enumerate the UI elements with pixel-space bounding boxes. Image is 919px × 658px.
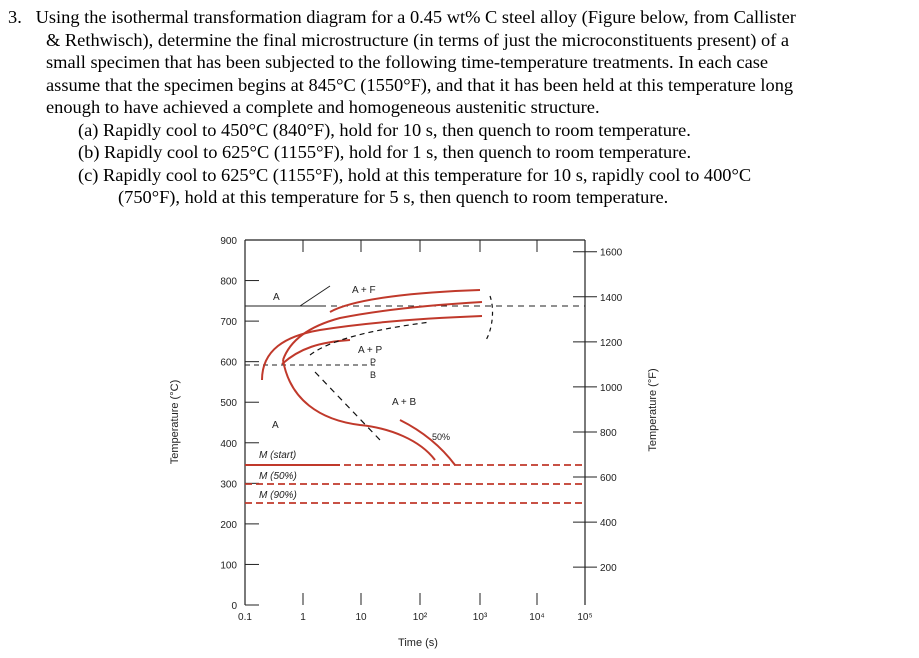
bainite-start-curve [283, 360, 435, 460]
label-m-start: M (start) [259, 450, 297, 461]
x-tick-label: 10⁵ [577, 612, 593, 623]
problem-number: 3. [8, 7, 22, 27]
intro-line-2: & Rethwisch), determine the final microstructure (in terms of just the microconstituents present) of a [46, 29, 790, 50]
y-tick-label-f: 200 [600, 563, 617, 575]
intro-line-4: assume that the specimen begins at 845°C (1550°F), and that it has been held at this temperature long [46, 74, 794, 95]
x-tick-label: 0.1 [238, 612, 252, 623]
bainite-dashed-curve [315, 372, 380, 440]
y-tick-label-c: 100 [220, 560, 237, 572]
x-tick-label: 10 [355, 612, 367, 623]
x-axis-label: Time (s) [398, 637, 438, 649]
label-a-plus-p: A + P [358, 345, 383, 356]
y-tick-label-c: 700 [220, 317, 237, 329]
x-tick-label: 10² [412, 612, 428, 623]
intro-line-5: enough to have achieved a complete and homogeneous austenitic structure. [46, 97, 600, 117]
part-c: (c) Rapidly cool to 625°C (1155°F), hold at this temperature for 10 s, rapidly cool to 400°C [78, 164, 752, 185]
y-tick-label-c: 500 [220, 398, 237, 410]
label-a-plus-f: A + F [352, 285, 376, 296]
y-tick-label-f: 1000 [600, 382, 623, 394]
x-tick-label: 1 [300, 612, 306, 623]
y-ticks-celsius [220, 236, 259, 612]
y-axis-label-right: Temperature (°F) [647, 368, 659, 452]
y-tick-label-c: 200 [220, 519, 237, 531]
y-tick-label-c: 800 [220, 276, 237, 288]
y-tick-label-c: 0 [231, 601, 237, 612]
y-axis-label-left: Temperature (°C) [169, 379, 181, 465]
y-tick-label-c: 900 [220, 236, 237, 247]
label-b: B [370, 370, 377, 380]
label-50-percent: 50% [432, 432, 451, 442]
finish-dashed-curve [486, 296, 493, 340]
x-tick-label: 10³ [472, 612, 488, 623]
part-b: (b) Rapidly cool to 625°C (1155°F), hold for 1 s, then quench to room temperature. [78, 142, 692, 162]
label-m-90: M (90%) [259, 490, 297, 501]
y-tick-label-f: 400 [600, 518, 617, 530]
y-tick-label-c: 400 [220, 438, 237, 450]
y-tick-label-f: 1200 [600, 337, 623, 349]
y-tick-label-c: 600 [220, 357, 237, 369]
y-ticks-fahrenheit [573, 248, 623, 574]
y-tick-label-f: 600 [600, 473, 617, 485]
y-tick-label-f: 1600 [600, 247, 623, 259]
af-pointer [300, 286, 330, 306]
x-tick-label: 10⁴ [529, 612, 545, 623]
label-austenite-lower: A [272, 420, 279, 431]
y-tick-label-c: 300 [220, 479, 237, 491]
x-ticks [238, 240, 593, 623]
label-a-plus-b: A + B [392, 397, 417, 408]
label-p: P [370, 357, 377, 367]
y-tick-label-f: 1400 [600, 292, 623, 304]
label-austenite-upper: A [273, 292, 280, 303]
intro-line-3: small specimen that has been subjected to the following time-temperature treatments. In each case [46, 52, 769, 72]
part-a: (a) Rapidly cool to 450°C (840°F), hold for 10 s, then quench to room temperature. [78, 119, 691, 140]
intro-line-1: Using the isothermal transformation diagram for a 0.45 wt% C steel alloy (Figure below, from Callister [35, 7, 796, 27]
y-tick-label-f: 800 [600, 427, 617, 439]
part-c-continuation: (750°F), hold at this temperature for 5 s, then quench to room temperature. [118, 187, 669, 207]
label-m-50: M (50%) [259, 471, 297, 482]
bainite-50-curve [400, 420, 455, 465]
